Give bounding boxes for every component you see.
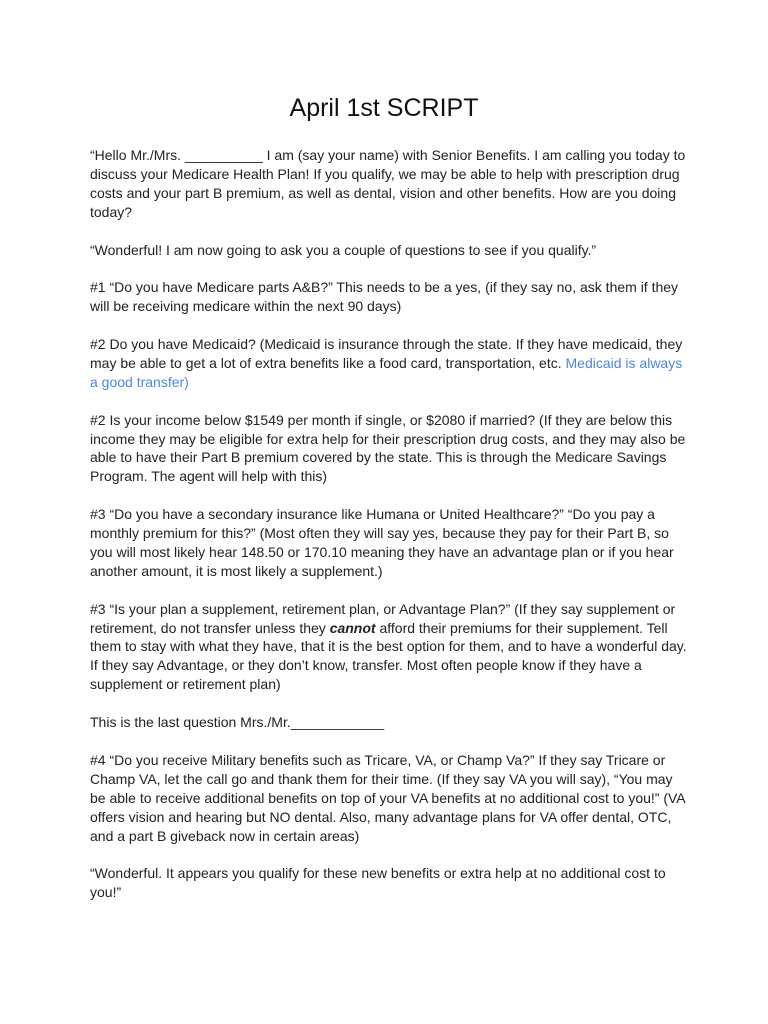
paragraph-closing: “Wonderful. It appears you qualify for these new benefits or extra help at no additional cost to you!” bbox=[90, 865, 666, 901]
paragraph-intro-questions: “Wonderful! I am now going to ask you a couple of questions to see if you qualify.” bbox=[90, 241, 597, 258]
paragraph-question-medicaid bbox=[90, 335, 690, 392]
paragraph-question-plan-type bbox=[90, 600, 690, 695]
plan-type-text-after: afford their premiums for their supplement. Tell them to stay with what they have, that it is the best option for them, and to have a wonderful day. If they say Advantage, or they don’t know, transfer. Most often people know if they have a supplement or retirement plan) bbox=[90, 619, 687, 693]
page-title: April 1st SCRIPT bbox=[289, 94, 479, 122]
plan-type-text-before: #3 “Is your plan a supplement, retirement plan, or Advantage Plan?” (If they say supplement or retirement, do not transfer unless they bbox=[90, 600, 676, 636]
paragraph-greeting: “Hello Mr./Mrs. __________ I am (say your name) with Senior Benefits. I am calling you today to discuss your Medicare Health Plan! If you qualify, we may be able to help with prescription drug costs and your part B premium, as well as dental, vision and other benefits. How are you doing today? bbox=[90, 147, 686, 220]
document-body bbox=[90, 146, 690, 921]
medicaid-transfer-note: Medicaid is always a good transfer) bbox=[90, 354, 683, 390]
medicaid-text: #2 Do you have Medicaid? (Medicaid is insurance through the state. If they have medicaid, they may be able to get a lot of extra benefits like a food card, transportation, etc. bbox=[90, 336, 683, 371]
paragraph-question-medicare: #1 “Do you have Medicare parts A&B?” This needs to be a yes, (if they say no, ask them if they will be receiving medicare within the next 90 days) bbox=[90, 279, 679, 315]
paragraph-question-income: #2 Is your income below $1549 per month if single, or $2080 if married? (If they are below this income they may be eligible for extra help for their prescription drug costs, and they may also be able to have their Part B premium covered by the state. This is through the Medicare Savings Program. The agent will help with this) bbox=[90, 411, 686, 485]
paragraph-question-secondary-insurance: #3 “Do you have a secondary insurance like Humana or United Healthcare?” “Do you pay a monthly premium for this?” (Most often they will say yes, because they pay for their Part B, so you will most likely hear 148.50 or 170.10 meaning they have an advantage plan or if you hear another amount, it is most likely a supplement.) bbox=[90, 506, 674, 579]
paragraph-last-question: This is the last question Mrs./Mr.____________ bbox=[90, 714, 385, 731]
paragraph-question-military: #4 “Do you receive Military benefits such as Tricare, VA, or Champ Va?” If they say Tricare or Champ VA, let the call go and thank them for their time. (If they say VA you will say), “You may be able to receive additional benefits on top of your VA benefits at no additional cost to you!” (VA offers vision and hearing but NO dental. Also, many advantage plans for VA offer dental, OTC, and a part B giveback now in certain areas) bbox=[90, 751, 685, 844]
plan-type-emphasis: cannot bbox=[329, 619, 376, 636]
